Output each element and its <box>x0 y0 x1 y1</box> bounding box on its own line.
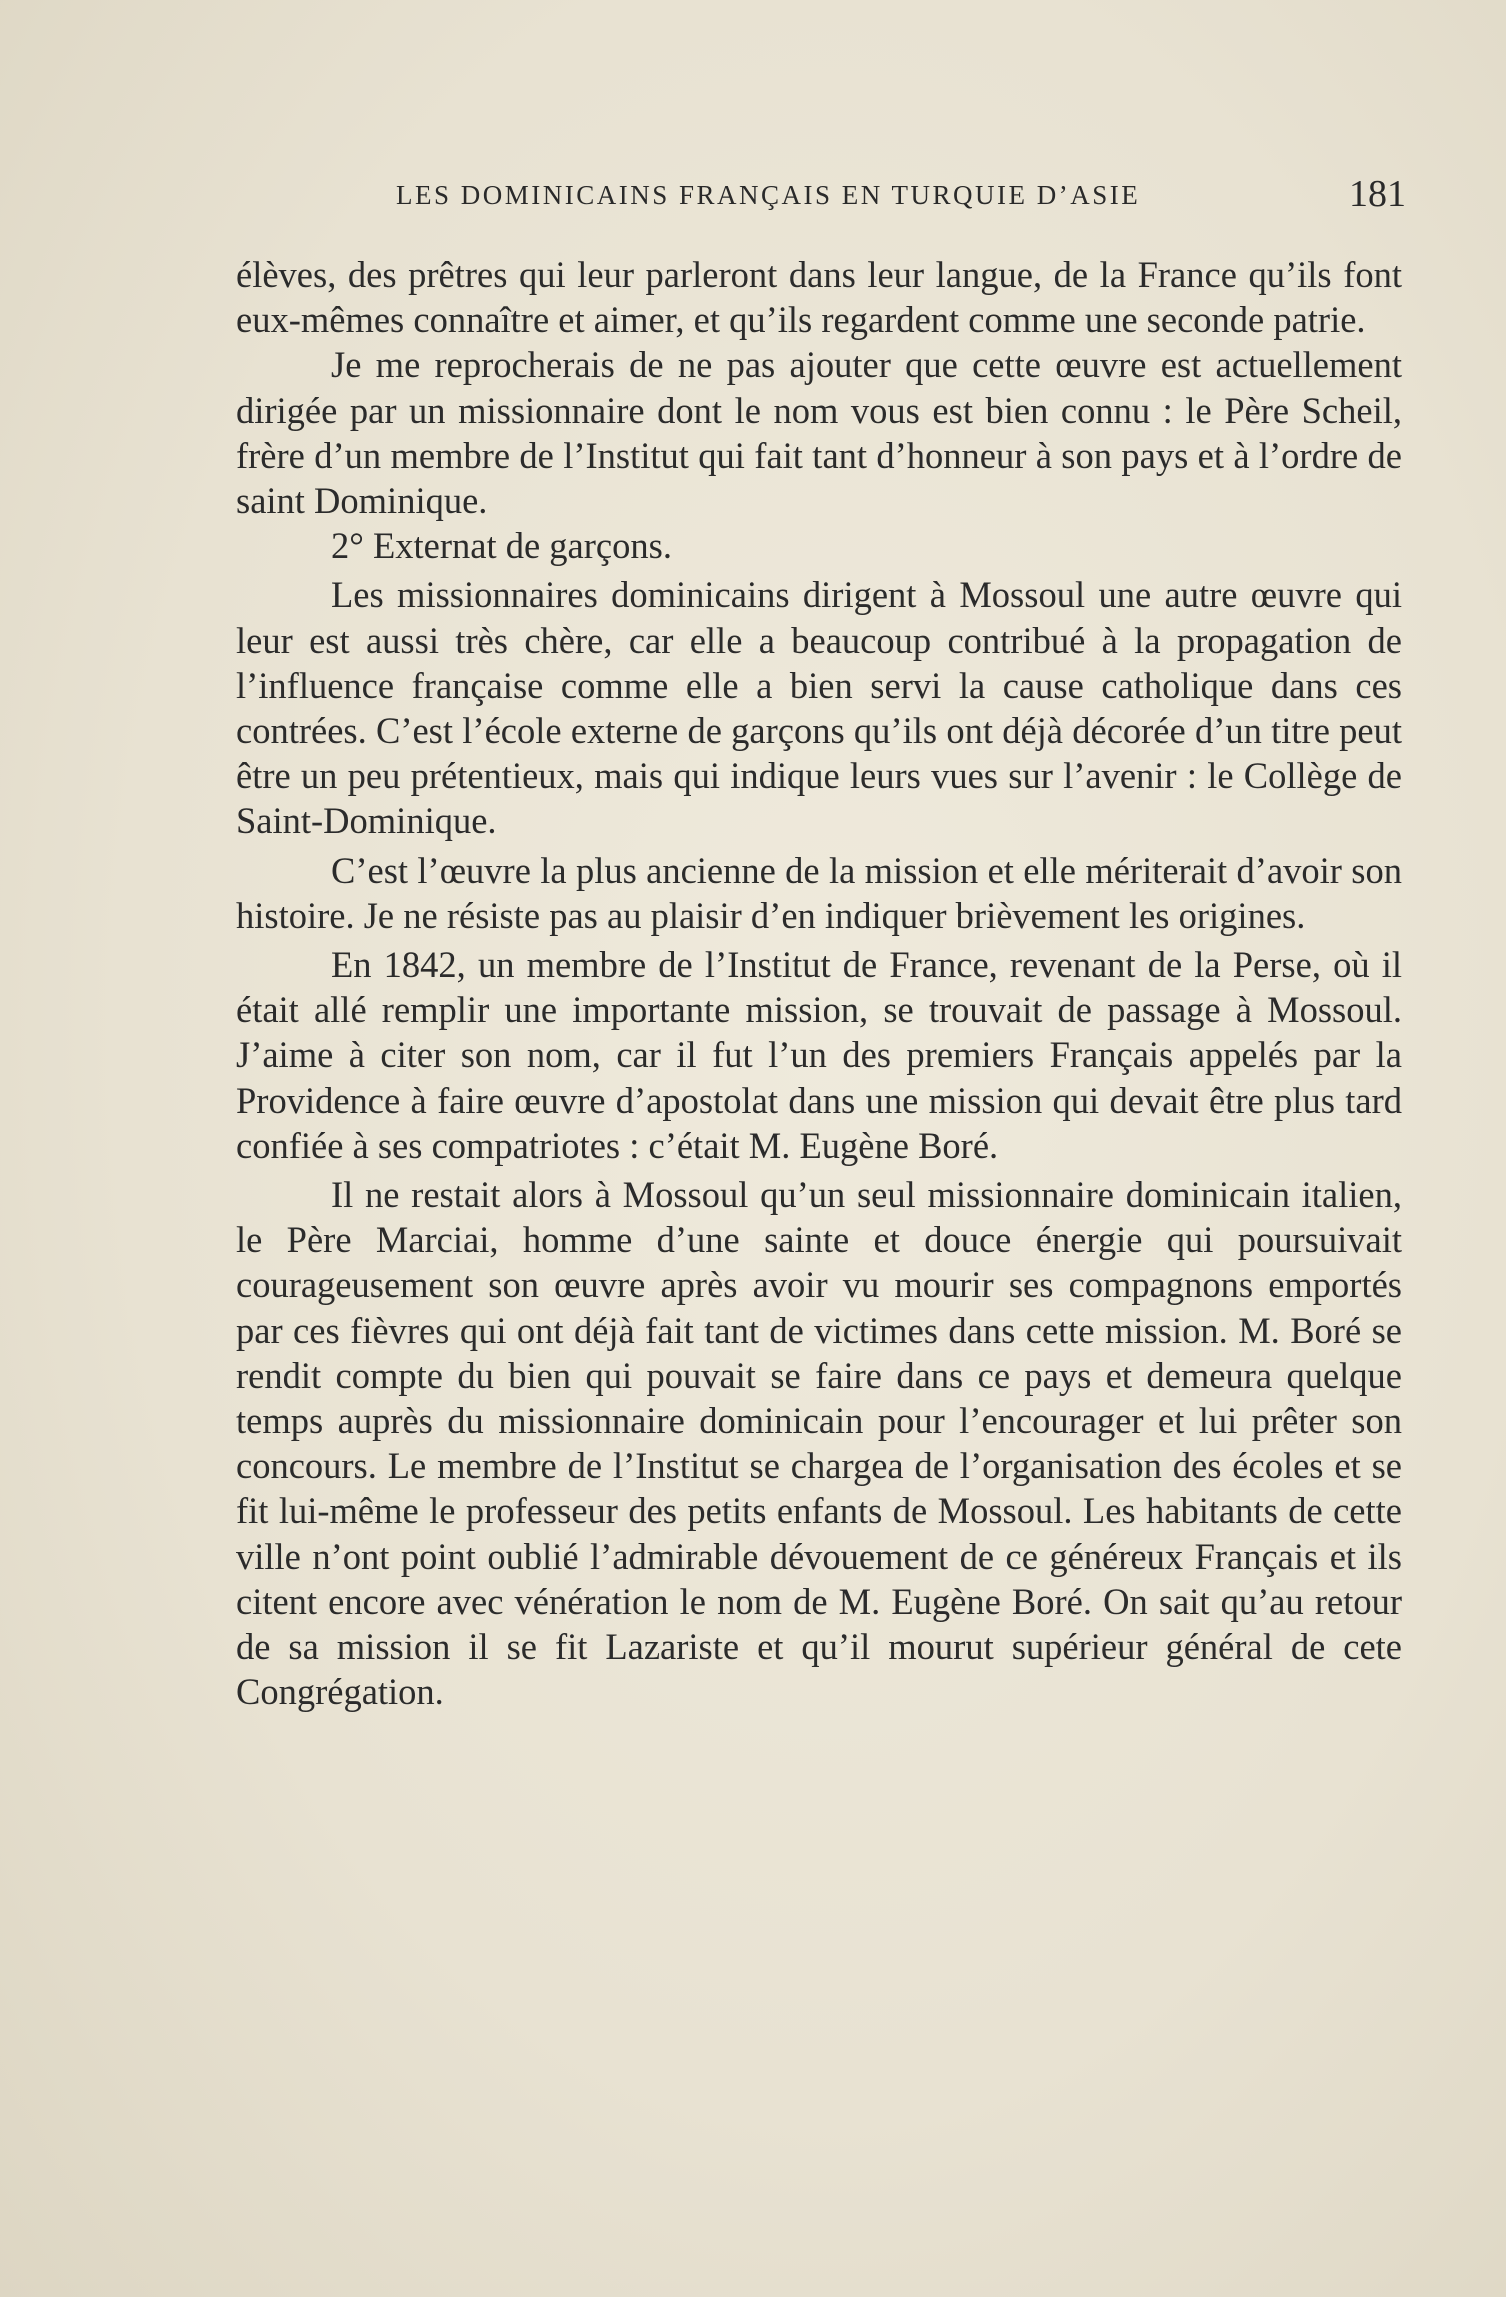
body-text <box>236 252 1402 1715</box>
running-title: LES DOMINICAINS FRANÇAIS EN TURQUIE D’ASIE <box>396 180 1141 210</box>
paragraph-continuation: élèves, des prêtres qui leur parleront dans leur langue, de la France qu’ils font eux-mêmes connaître et aimer, et qu’ils regardent comme une seconde patrie. <box>236 254 1402 341</box>
paragraph-bore: En 1842, un membre de l’Institut de France, revenant de la Perse, où il était allé remplir une importante mission, se trouvait de passage à Mossoul. J’aime à citer son nom, car il fut l’un des premiers Français appelés par la Providence à faire œuvre d’apostolat dans une mission qui devait être plus tard confiée à ses compatriotes : c’était M. Eugène Boré. <box>236 944 1402 1166</box>
section-heading-externat: 2° Externat de garçons. <box>331 525 672 567</box>
page-number: 181 <box>1349 173 1406 215</box>
page-header <box>396 172 1406 224</box>
paragraph-externat: Les missionnaires dominicains dirigent à Mossoul une autre œuvre qui leur est aussi très chère, car elle a beaucoup contribué à la propagation de l’influence française comme elle a bien servi la cause catholique dans ces contrées. C’est l’école externe de garçons qu’ils ont déjà décorée d’un titre peut être un peu prétentieux, mais qui indique leurs vues sur l’avenir : le Collège de Saint-Dominique. <box>236 574 1402 842</box>
paragraph-marciai: Il ne restait alors à Mossoul qu’un seul missionnaire dominicain italien, le Père Marciai, homme d’une sainte et douce énergie qui poursuivait courageusement son œuvre après avoir vu mourir ses compagnons emportés par ces fièvres qui ont déjà fait tant de victimes dans cette mission. M. Boré se rendit compte du bien qui pouvait se faire dans ce pays et demeura quelque temps auprès du missionnaire dominicain pour l’encourager et lui prêter son concours. Le membre de l’Institut se chargea de l’organisation des écoles et se fit lui-même le professeur des petits enfants de Mossoul. Les habitants de cette ville n’ont point oublié l’admirable dévouement de ce généreux Français et ils citent encore avec vénération le nom de M. Eugène Boré. On sait qu’au retour de sa mission il se fit Lazariste et qu’il mourut supérieur général de cete Congrégation. <box>236 1174 1402 1713</box>
paragraph-origins: C’est l’œuvre la plus ancienne de la mission et elle mériterait d’avoir son histoire. Je ne résiste pas au plaisir d’en indiquer brièvement les origines. <box>236 849 1402 936</box>
paragraph-scheil: Je me reprocherais de ne pas ajouter que cette œuvre est actuellement dirigée par un missionnaire dont le nom vous est bien connu : le Père Scheil, frère d’un membre de l’Institut qui fait tant d’honneur à son pays et à l’ordre de saint Dominique. <box>236 344 1402 522</box>
